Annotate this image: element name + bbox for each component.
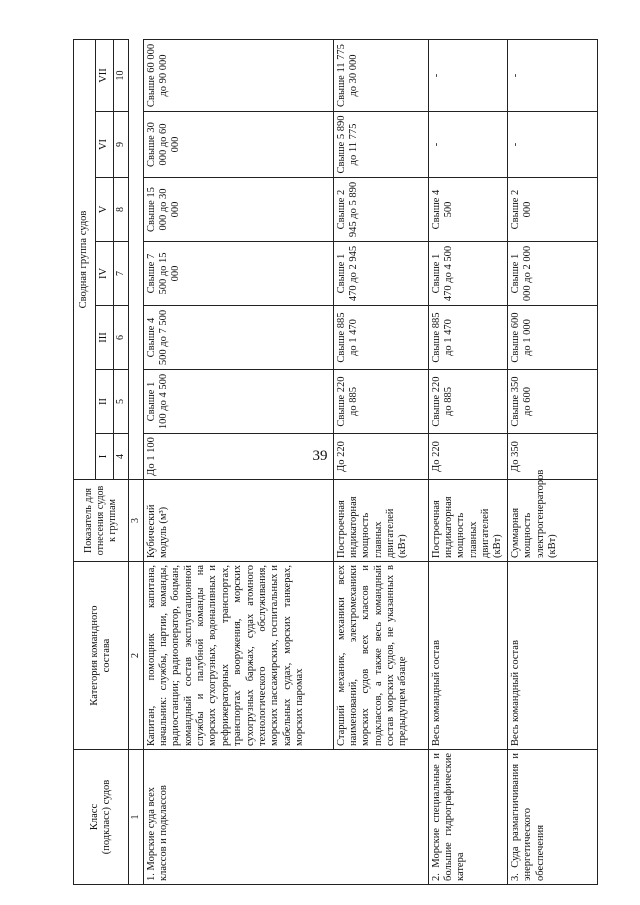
row-value: - bbox=[507, 40, 597, 112]
column-number: 6 bbox=[114, 306, 129, 370]
row-category: Весь командный состав bbox=[428, 562, 507, 750]
row-value: Свыше 1 470 до 4 500 bbox=[428, 242, 507, 306]
row-value: Свыше 1 000 до 2 000 bbox=[507, 242, 597, 306]
column-number: 9 bbox=[114, 112, 129, 178]
page-number: 39 bbox=[312, 448, 328, 464]
row-value: Свыше 885 до 1 470 bbox=[333, 306, 428, 370]
column-number: 10 bbox=[114, 40, 129, 112]
row-value: Свыше 2 000 bbox=[507, 178, 597, 242]
column-number: 4 bbox=[114, 434, 129, 480]
row-value: - bbox=[428, 40, 507, 112]
row-category: Весь командный состав bbox=[507, 562, 597, 750]
row-value: Свыше 7 500 до 15 000 bbox=[143, 242, 333, 306]
row-value: Свыше 2 945 до 5 890 bbox=[333, 178, 428, 242]
row-indicator: Построечная индикаторная мощность главных двигателей (кВт) bbox=[333, 480, 428, 562]
column-number: 2 bbox=[128, 562, 143, 750]
row-value: Свыше 60 000 до 90 000 bbox=[143, 40, 333, 112]
row-category: Капитан, помощник капитана, начальник: службы, партии, команды, радиостанции; радиооператор, боцман, командный состав эксплуатационной службы и палубной команды на морских сухогрузных, водоналивных и рефрижераторных транспортах, транспортах вооружения, морских сухогрузных баржах, судах атомного технологического обслуживания, морских пассажирских, госпитальных и кабельных судах, морских танкерах, морских паромах bbox=[143, 562, 333, 750]
header-summary-group: Сводная группа судов bbox=[74, 40, 96, 480]
column-number: 1 bbox=[128, 750, 143, 885]
group-header: I bbox=[96, 434, 114, 480]
table-row bbox=[428, 40, 507, 885]
row-value: До 220 bbox=[333, 434, 428, 480]
row-value: До 1 100 bbox=[143, 434, 333, 480]
table-row bbox=[143, 40, 333, 885]
column-number: 8 bbox=[114, 178, 129, 242]
group-header: IV bbox=[96, 242, 114, 306]
column-number: 5 bbox=[114, 370, 129, 434]
group-header: III bbox=[96, 306, 114, 370]
row-class: 3. Суда размагничивания и энергетического обеспечения bbox=[507, 750, 597, 885]
row-class: 2. Морские специальные и большие гидрографические катера bbox=[428, 750, 507, 885]
row-value: - bbox=[507, 112, 597, 178]
row-indicator: Построечная индикаторная мощность главных двигателей (кВт) bbox=[428, 480, 507, 562]
column-number: 3 bbox=[128, 480, 143, 562]
row-category: Старший механик, механики всех наименований, электромеханики морских судов всех классов и подклассов, а также весь командный состав морских судов, не указанных в предыдущем абзаце bbox=[333, 562, 428, 750]
table-row bbox=[507, 40, 597, 885]
row-value: До 350 bbox=[507, 434, 597, 480]
group-header: II bbox=[96, 370, 114, 434]
row-value: Свыше 600 до 1 000 bbox=[507, 306, 597, 370]
header-indicator: Показатель для отнесения судов к группам bbox=[74, 480, 129, 562]
row-value: Свыше 5 890 до 11 775 bbox=[333, 112, 428, 178]
row-value: - bbox=[428, 112, 507, 178]
row-value: Свыше 220 до 885 bbox=[333, 370, 428, 434]
row-value: До 220 bbox=[428, 434, 507, 480]
group-header: VI bbox=[96, 112, 114, 178]
ship-groups-table bbox=[73, 39, 598, 885]
group-header: VII bbox=[96, 40, 114, 112]
row-value: Свыше 220 до 885 bbox=[428, 370, 507, 434]
row-value: Свыше 885 до 1 470 bbox=[428, 306, 507, 370]
column-numbers-row bbox=[128, 40, 143, 885]
row-indicator: Кубический модуль (м³) bbox=[143, 480, 333, 562]
row-value: Свыше 30 000 до 60 000 bbox=[143, 112, 333, 178]
column-number-spacer bbox=[128, 40, 143, 480]
header-category: Категория командного состава bbox=[74, 562, 129, 750]
row-value: Свыше 11 775 до 30 000 bbox=[333, 40, 428, 112]
row-indicator: Суммарная мощность электрогенераторов (кВт) bbox=[507, 480, 597, 562]
row-value: Свыше 4 500 bbox=[428, 178, 507, 242]
row-value: Свыше 350 до 600 bbox=[507, 370, 597, 434]
header-row-1 bbox=[74, 40, 96, 885]
header-class: Класс (подкласс) судов bbox=[74, 750, 129, 885]
row-class: 1. Морские суда всех классов и подклассов bbox=[143, 750, 428, 885]
group-header: V bbox=[96, 178, 114, 242]
column-number: 7 bbox=[114, 242, 129, 306]
row-value: Свыше 1 100 до 4 500 bbox=[143, 370, 333, 434]
row-value: Свыше 15 000 до 30 000 bbox=[143, 178, 333, 242]
row-value: Свыше 4 500 до 7 500 bbox=[143, 306, 333, 370]
row-value: Свыше 1 470 до 2 945 bbox=[333, 242, 428, 306]
rotated-table-wrapper bbox=[73, 40, 598, 885]
